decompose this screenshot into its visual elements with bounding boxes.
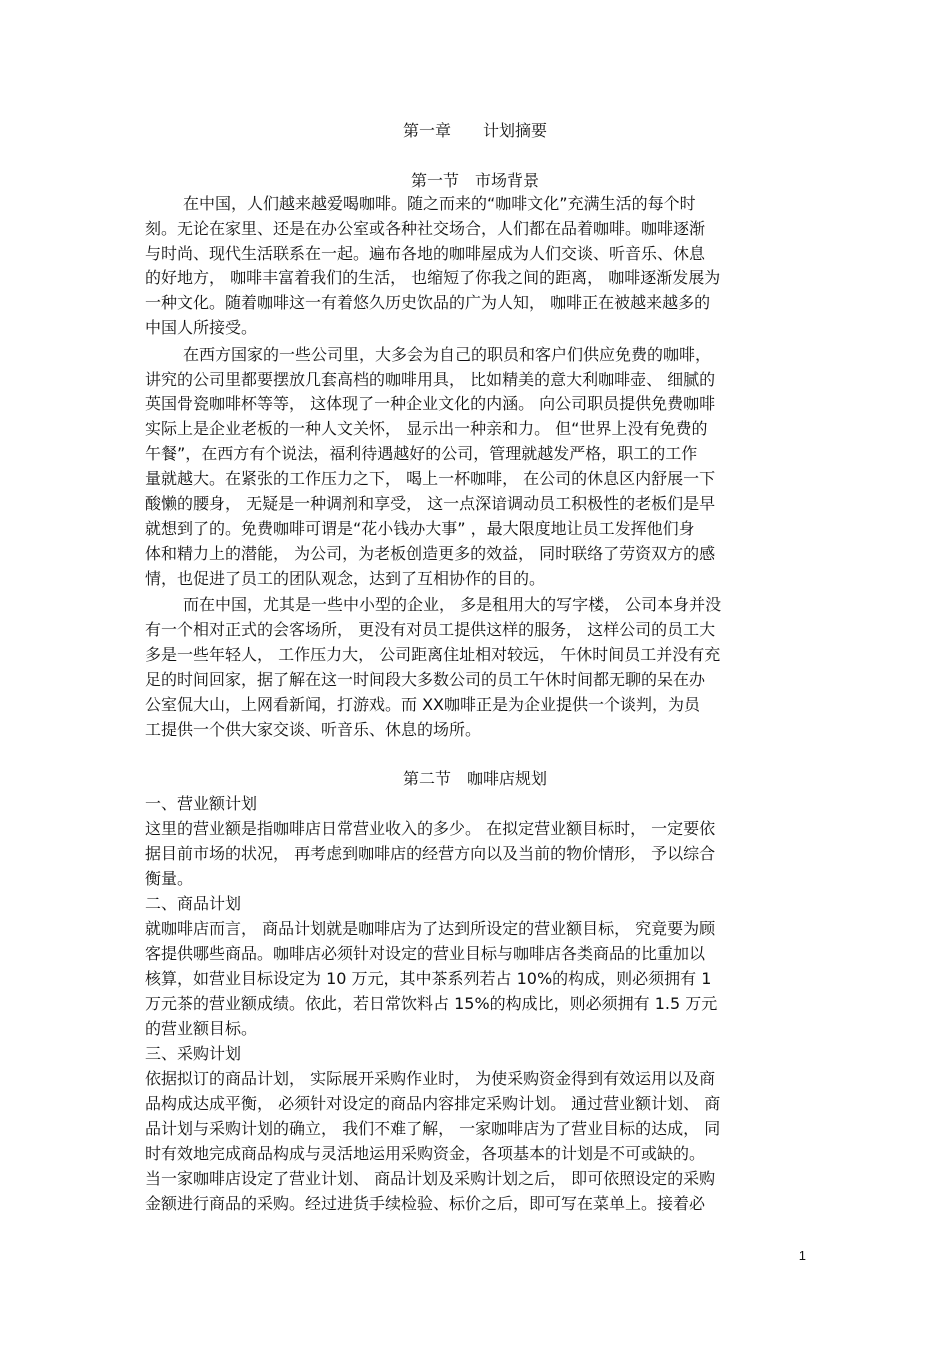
paragraph-line: 一种文化。随着咖啡这一有着悠久历史饮品的广为人知， 咖啡正在被越来越多的 bbox=[145, 293, 711, 312]
paragraph-line: 多是一些年轻人， 工作压力大， 公司距离住址相对较远， 午休时间员工并没有充 bbox=[145, 645, 721, 664]
paragraph-line: 的营业额目标。 bbox=[145, 1019, 258, 1038]
subheading-product-plan: 二、商品计划 bbox=[145, 894, 242, 913]
paragraph-line: 而在中国，尤其是一些中小型的企业， 多是租用大的写字楼， 公司本身并没 bbox=[183, 595, 722, 614]
paragraph-line: 金额进行商品的采购。经过进货手续检验、标价之后，即可写在菜单上。接着必 bbox=[145, 1194, 706, 1213]
paragraph-line: 时有效地完成商品构成与灵活地运用采购资金，各项基本的计划是不可或缺的。 bbox=[145, 1144, 706, 1163]
paragraph-line: 品构成达成平衡， 必须针对设定的商品内容排定采购计划。 通过营业额计划、 商 bbox=[145, 1094, 721, 1113]
paragraph-line: 在西方国家的一些公司里，大多会为自己的职员和客户们供应免费的咖啡， bbox=[183, 345, 712, 364]
subheading-purchase-plan: 三、采购计划 bbox=[145, 1044, 242, 1063]
paragraph-line: 在中国，人们越来越爱喝咖啡。随之而来的“咖啡文化”充满生活的每个时 bbox=[183, 194, 696, 213]
paragraph-line: 刻。无论在家里、还是在办公室或各种社交场合，人们都在品着咖啡。咖啡逐渐 bbox=[145, 219, 706, 238]
chapter-title: 第一章 计划摘要 bbox=[402, 121, 547, 140]
paragraph-line: 这里的营业额是指咖啡店日常营业收入的多少。 在拟定营业额目标时， 一定要依 bbox=[145, 819, 716, 838]
page-number: 1 bbox=[798, 1248, 806, 1263]
paragraph-line: 公室侃大山，上网看新闻，打游戏。而 XX咖啡正是为企业提供一个谈判，为员 bbox=[145, 695, 701, 714]
paragraph-line: 足的时间回家，据了解在这一时间段大多数公司的员工午休时间都无聊的呆在办 bbox=[145, 670, 706, 689]
paragraph-line: 量就越大。在紧张的工作压力之下， 喝上一杯咖啡， 在公司的休息区内舒展一下 bbox=[145, 469, 716, 488]
paragraph-line: 核算，如营业目标设定为 10 万元，其中茶系列若占 10%的构成，则必须拥有 1 bbox=[145, 969, 712, 988]
section-title-market-background: 第一节 市场背景 bbox=[410, 171, 539, 190]
paragraph-line: 英国骨瓷咖啡杯等等， 这体现了一种企业文化的内涵。 向公司职员提供免费咖啡 bbox=[145, 394, 716, 413]
paragraph-line: 中国人所接受。 bbox=[145, 318, 258, 337]
paragraph-line: 的好地方， 咖啡丰富着我们的生活， 也缩短了你我之间的距离， 咖啡逐渐发展为 bbox=[145, 268, 721, 287]
paragraph-line: 情，也促进了员工的团队观念，达到了互相协作的目的。 bbox=[145, 569, 546, 588]
paragraph-line: 客提供哪些商品。咖啡店必须针对设定的营业目标与咖啡店各类商品的比重加以 bbox=[145, 944, 706, 963]
paragraph-line: 就想到了的。免费咖啡可谓是“花小钱办大事” ，最大限度地让员工发挥他们身 bbox=[145, 519, 695, 538]
subheading-sales-plan: 一、营业额计划 bbox=[145, 794, 258, 813]
paragraph-line: 当一家咖啡店设定了营业计划、 商品计划及采购计划之后， 即可依照设定的采购 bbox=[145, 1169, 716, 1188]
paragraph-line: 体和精力上的潜能， 为公司，为老板创造更多的效益， 同时联络了劳资双方的感 bbox=[145, 544, 716, 563]
paragraph-line: 品计划与采购计划的确立， 我们不难了解， 一家咖啡店为了营业目标的达成， 同 bbox=[145, 1119, 721, 1138]
paragraph-line: 讲究的公司里都要摆放几套高档的咖啡用具， 比如精美的意大利咖啡壶、 细腻的 bbox=[145, 370, 716, 389]
paragraph-line: 酸懒的腰身， 无疑是一种调剂和享受， 这一点深谙调动员工积极性的老板们是早 bbox=[145, 494, 716, 513]
paragraph-line: 衡量。 bbox=[145, 869, 194, 888]
section-title-store-planning: 第二节 咖啡店规划 bbox=[402, 769, 547, 788]
paragraph-line: 有一个相对正式的会客场所， 更没有对员工提供这样的服务， 这样公司的员工大 bbox=[145, 620, 716, 639]
paragraph-line: 依据拟订的商品计划， 实际展开采购作业时， 为使采购资金得到有效运用以及商 bbox=[145, 1069, 716, 1088]
paragraph-line: 就咖啡店而言， 商品计划就是咖啡店为了达到所设定的营业额目标， 究竟要为顾 bbox=[145, 919, 716, 938]
paragraph-line: 实际上是企业老板的一种人文关怀， 显示出一种亲和力。 但“世界上没有免费的 bbox=[145, 419, 708, 438]
paragraph-line: 工提供一个供大家交谈、听音乐、休息的场所。 bbox=[145, 720, 482, 739]
paragraph-line: 与时尚、现代生活联系在一起。遍布各地的咖啡屋成为人们交谈、听音乐、休息 bbox=[145, 244, 706, 263]
paragraph-line: 据目前市场的状况， 再考虑到咖啡店的经营方向以及当前的物价情形， 予以综合 bbox=[145, 844, 716, 863]
paragraph-line: 万元茶的营业额成绩。依此，若日常饮料占 15%的构成比，则必须拥有 1.5 万元 bbox=[145, 994, 718, 1013]
paragraph-line: 午餐”，在西方有个说法，福利待遇越好的公司，管理就越发严格，职工的工作 bbox=[145, 444, 698, 463]
